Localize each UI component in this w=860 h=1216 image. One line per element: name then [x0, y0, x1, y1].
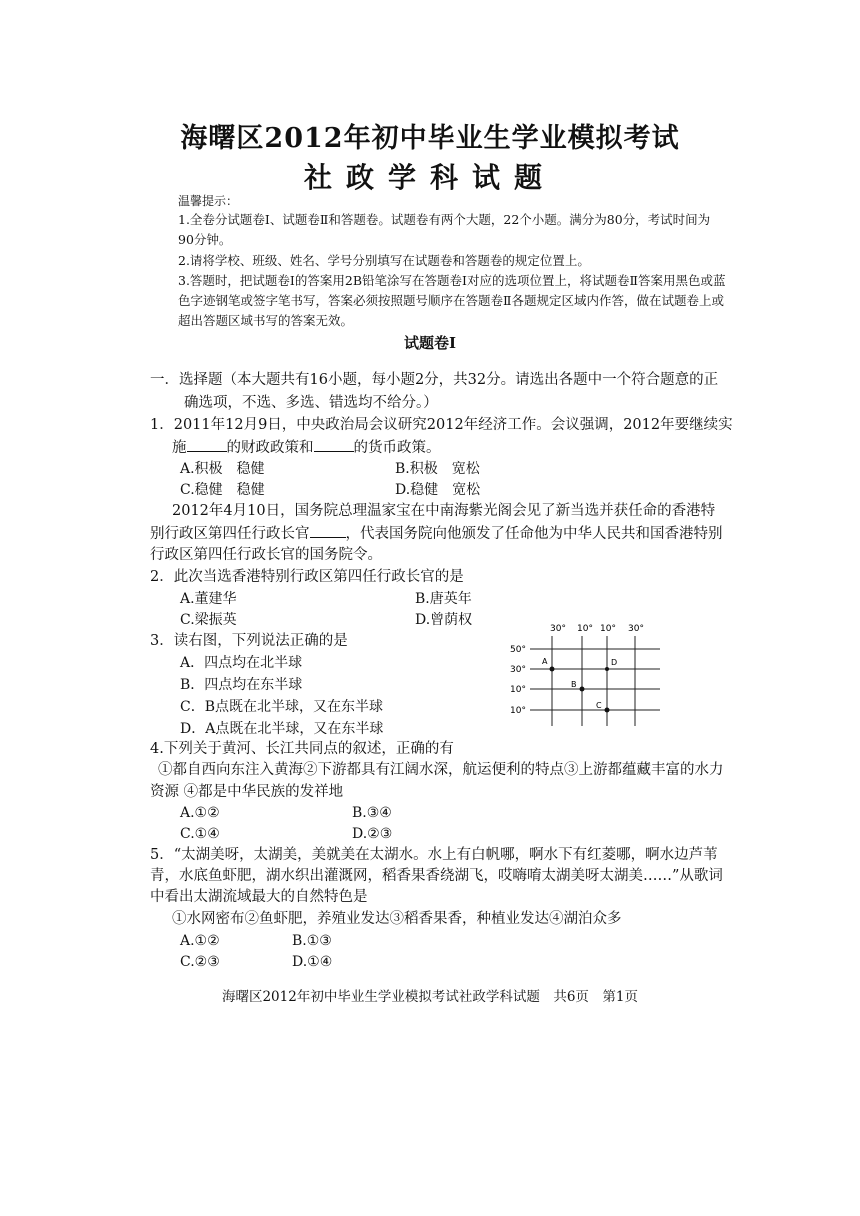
q4-statements-line1: ①都自西向东注入黄海②下游都具有江阔水深，航运便利的特点③上游都蕴藏丰富的水力 [158, 762, 724, 778]
map-top-label-4: 30° [628, 624, 644, 634]
q1-blank-2 [314, 437, 354, 452]
q1-option-c: C.稳健 稳健 [180, 482, 265, 498]
map-top-label-3: 10° [600, 624, 616, 634]
section-title: 试题卷Ⅰ [403, 334, 457, 352]
q1-text-a: 施 [172, 440, 187, 456]
q4-option-d: D.②③ [352, 826, 393, 842]
tip-3: 3.答题时，把试题卷Ⅰ的答案用2B铅笔涂写在答题卷Ⅰ对应的选项位置上，将试题卷Ⅱ答案用黑色或蓝色字迹钢笔或签字笔书写，答案必须按照题号顺序在答题卷Ⅱ各题规定区域内作答，做在试题卷上或超出答题区域书写的答案无效。 [178, 273, 726, 328]
q3-option-c: C．B点既在北半球，又在东半球 [180, 699, 383, 715]
map-top-label-1: 30° [550, 624, 566, 634]
q3-stem: 3．读右图，下列说法正确的是 [150, 633, 348, 649]
map-left-label-4: 10° [510, 706, 526, 716]
map-left-label-3: 10° [510, 685, 526, 695]
part1-instruction-line2: 确选项，不选、多选、错选均不给分。） [184, 395, 438, 411]
map-point-c-label: C [596, 701, 602, 710]
q5-option-d: D.①④ [292, 954, 333, 970]
q2-option-b: B.唐英年 [415, 591, 472, 607]
q4-statements-line2: 资源 ④都是中华民族的发祥地 [150, 784, 344, 800]
map-point-d-label: D [611, 658, 618, 667]
lat-lon-grid-map [500, 618, 665, 730]
q1-stem-line2 [172, 437, 441, 459]
q1-stem-line1: 1．2011年12月9日，中央政治局会议研究2012年经济工作。会议强调，2012年要继续实 [150, 417, 733, 433]
map-top-label-2: 10° [577, 624, 593, 634]
map-point-d [605, 667, 609, 671]
q2-stem: 2．此次当选香港特别行政区第四任行政长官的是 [150, 569, 464, 585]
q5-option-a: A.①② [180, 933, 220, 949]
q4-option-a: A.①② [180, 805, 220, 821]
map-point-b [580, 687, 585, 692]
q1-blank-1 [187, 437, 227, 452]
q2-option-d: D.曾荫权 [415, 612, 473, 628]
tip-2: 2.请将学校、班级、姓名、学号分别填写在试题卷和答题卷的规定位置上。 [178, 253, 590, 268]
q1-option-b: B.积极 宽松 [395, 461, 480, 477]
material-text-b: ，代表国务院向他颁发了任命他为中华人民共和国香港特别 [345, 526, 723, 542]
q1-text-c: 的货币政策。 [353, 440, 441, 456]
q3-option-a: A．四点均在北半球 [180, 655, 303, 671]
material-blank [310, 523, 346, 538]
map-left-label-2: 30° [510, 665, 526, 675]
q5-stem-line3: 中看出太湖流域最大的自然特色是 [150, 889, 368, 905]
q4-option-c: C.①④ [180, 826, 220, 842]
q5-option-b: B.①③ [292, 933, 332, 949]
tip-1: 1.全卷分试题卷Ⅰ、试题卷Ⅱ和答题卷。试题卷有两个大题，22个小题。满分为80分，考试时间为90分钟。 [178, 212, 711, 247]
page-title: 海曙区2012年初中毕业生学业模拟考试 [180, 123, 680, 154]
material-text-a: 别行政区第四任行政长官 [150, 526, 310, 542]
material-line3: 行政区第四任行政长官的国务院令。 [150, 547, 382, 563]
q3-option-d: D．A点既在北半球，又在东半球 [180, 721, 384, 737]
q1-option-a: A.积极 稳健 [180, 461, 265, 477]
q5-option-c: C.②③ [180, 954, 220, 970]
q5-stem-line2: 青，水底鱼虾肥，湖水织出灌溉网，稻香果香绕湖飞，哎嗨唷太湖美呀太湖美……”从歌词 [150, 868, 723, 884]
material-line1: 2012年4月10日，国务院总理温家宝在中南海紫光阁会见了新当选并获任命的香港特 [172, 503, 716, 519]
map-point-c [605, 708, 610, 713]
page-subtitle: 社政学科试题 [303, 161, 556, 194]
q4-stem: 4.下列关于黄河、长江共同点的叙述，正确的有 [150, 741, 454, 757]
page-footer: 海曙区2012年初中毕业生学业模拟考试社政学科试题 共6页 第1页 [221, 989, 639, 1005]
material-line2 [150, 523, 723, 545]
q3-option-b: B．四点均在东半球 [180, 677, 303, 693]
q5-statements: ①水网密布②鱼虾肥，养殖业发达③稻香果香，种植业发达④湖泊众多 [172, 911, 622, 927]
q4-option-b: B.③④ [352, 805, 392, 821]
q1-option-d: D.稳健 宽松 [395, 482, 481, 498]
part1-instruction-line1: 一．选择题（本大题共有16小题，每小题2分，共32分。请选出各题中一个符合题意的正 [150, 372, 719, 388]
map-left-label-1: 50° [510, 645, 526, 655]
q2-option-c: C.梁振英 [180, 612, 237, 628]
map-point-b-label: B [571, 680, 577, 689]
q2-option-a: A.董建华 [180, 591, 237, 607]
q5-stem-line1: 5．“太湖美呀，太湖美，美就美在太湖水。水上有白帆哪，啊水下有红菱哪，啊水边芦苇 [150, 847, 718, 863]
map-point-a [550, 667, 555, 672]
q1-text-b: 的财政政策和 [226, 440, 314, 456]
tips-heading: 温馨提示： [178, 194, 239, 208]
map-point-a-label: A [542, 657, 548, 666]
